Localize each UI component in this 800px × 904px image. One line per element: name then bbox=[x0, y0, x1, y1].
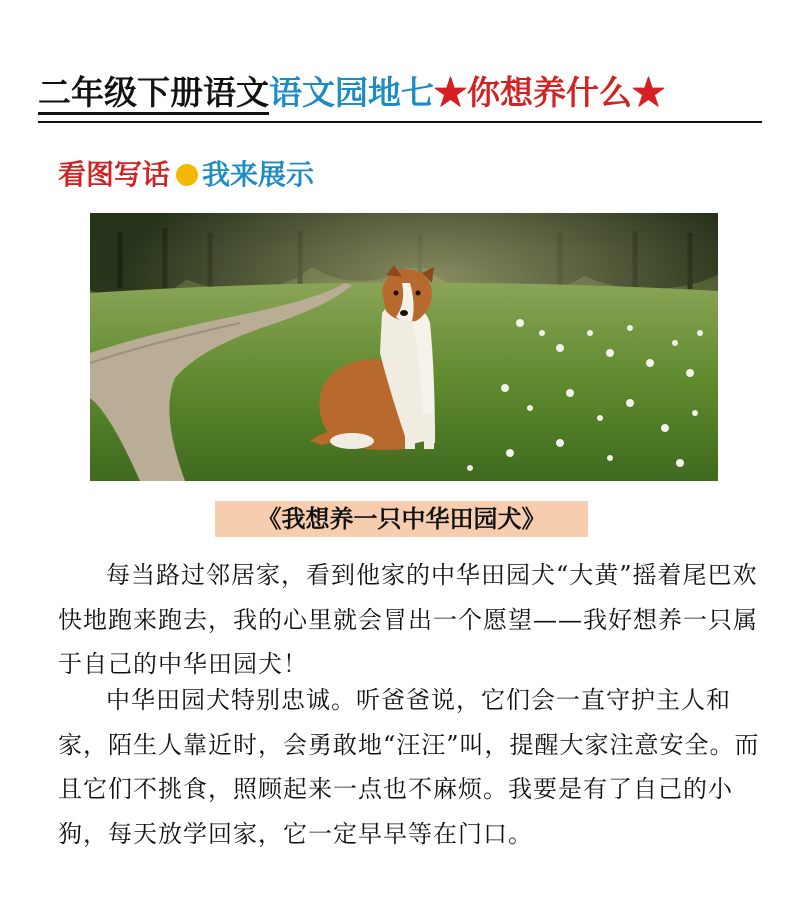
essay-paragraph: 中华田园犬特别忠诚。听爸爸说，它们会一直守护主人和家，陌生人靠近时，会勇敢地“汪汪”叫，提醒大家注意安全。而且它们不挑食，照顾起来一点也不麻烦。我要是有了自己的小狗，每天放学回家，它一定早早等在门口。 bbox=[58, 686, 760, 848]
title-topic: ★你想养什么★ bbox=[434, 73, 665, 112]
title-unit: 语文园地七 bbox=[269, 73, 434, 112]
page-title bbox=[38, 68, 768, 124]
section-heading bbox=[58, 154, 314, 196]
essay-title: 《我想养一只中华田园犬》 bbox=[215, 501, 588, 537]
section-label-blue: 我来展示 bbox=[202, 158, 315, 191]
title-underline bbox=[38, 121, 762, 123]
essay-paragraph: 每当路过邻居家，看到他家的中华田园犬“大黄”摇着尾巴欢快地跑来跑去，我的心里就会冒出一个愿望——我好想养一只属于自己的中华田园犬！ bbox=[58, 561, 758, 678]
section-label-red: 看图写话 bbox=[58, 158, 171, 191]
yellow-dot-icon bbox=[176, 164, 198, 186]
title-grade: 二年级下册语文 bbox=[38, 73, 269, 115]
dog-photo bbox=[90, 213, 718, 481]
